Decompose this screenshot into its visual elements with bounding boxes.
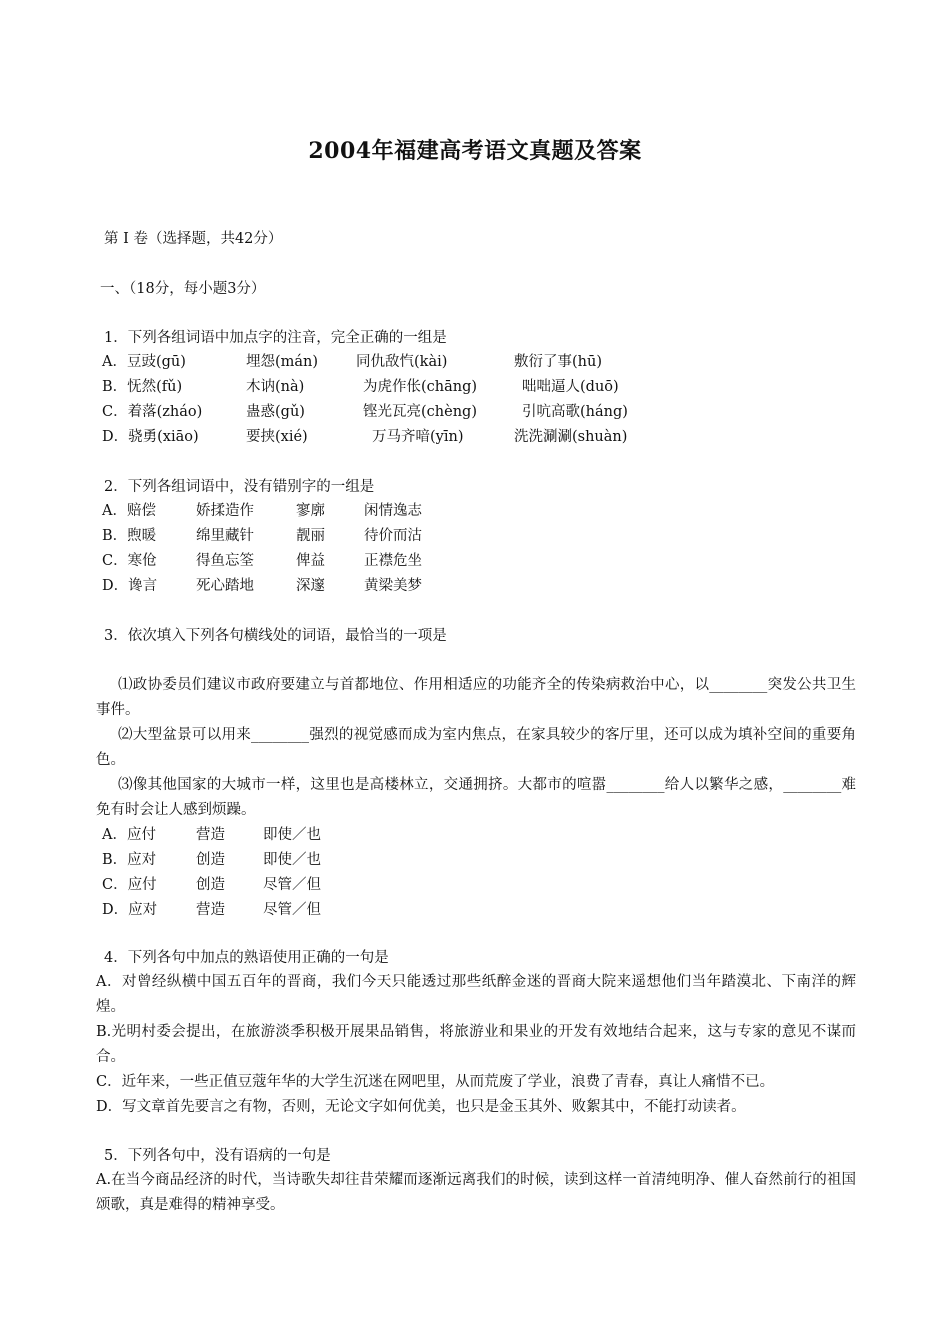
q2-option-b-2: 绵里藏针 (196, 528, 254, 544)
question-4-stem: 4．下列各句中加点的熟语使用正确的一句是 (104, 950, 389, 966)
q1-option-b-3: 为虎作伥(chāng) (363, 379, 478, 395)
q5-option-a: A.在当今商品经济的时代，当诗歌失却往昔荣耀而逐渐远离我们的时候，读到这样一首清纯明净、催人奋然前行的祖国颂歌，真是难得的精神享受。 (96, 1172, 856, 1213)
question-2-stem: 2．下列各组词语中，没有错别字的一组是 (104, 479, 375, 495)
q1-option-c-3: 铿光瓦亮(chèng) (363, 404, 477, 420)
q3-sentence-1: ⑴政协委员们建议市政府要建立与首都地位、作用相适应的功能齐全的传染病救治中心，以________突发公共卫生事件。 (96, 677, 856, 718)
q2-option-b-4: 待价而沽 (364, 528, 422, 544)
q1-option-a-3: 同仇敌忾(kài) (356, 354, 448, 370)
q2-option-b-1: B．煦暖 (102, 528, 157, 544)
q4-option-b: B.光明村委会提出，在旅游淡季积极开展果品销售，将旅游业和果业的开发有效地结合起来，这与专家的意见不谋而合。 (96, 1024, 856, 1065)
q2-option-a-3: 寥廓 (296, 503, 325, 519)
q3-option-a-1: A．应付 (102, 827, 156, 843)
question-1-stem: 1．下列各组词语中加点字的注音，完全正确的一组是 (104, 330, 447, 346)
q2-option-c-3: 俾益 (296, 553, 325, 569)
q2-option-c-2: 得鱼忘筌 (196, 553, 254, 569)
q3-option-b-2: 创造 (196, 852, 225, 868)
q3-option-a-3: 即使／也 (263, 827, 321, 843)
q2-option-b-3: 靓丽 (296, 528, 325, 544)
q2-option-d-4: 黄梁美梦 (364, 578, 422, 594)
q1-option-b-2: 木讷(nà) (246, 379, 305, 395)
q3-option-d-2: 营造 (196, 902, 225, 918)
q3-option-c-3: 尽管／但 (263, 877, 321, 893)
q2-option-c-1: C．寒伧 (102, 553, 157, 569)
q1-option-d-1: D．骁勇(xiāo) (102, 429, 199, 445)
q4-option-d: D．写文章首先要言之有物，否则，无论文字如何优美，也只是金玉其外、败絮其中，不能打动读者。 (96, 1099, 746, 1115)
part-heading: 一、（18分，每小题3分） (100, 281, 266, 297)
q1-option-c-2: 蛊惑(gǔ) (246, 404, 305, 420)
q1-option-d-2: 要挟(xié) (246, 429, 308, 445)
q2-option-a-1: A．赔偿 (102, 503, 156, 519)
q2-option-a-4: 闲情逸志 (364, 503, 422, 519)
q3-option-c-1: C．应付 (102, 877, 157, 893)
q3-option-a-2: 营造 (196, 827, 225, 843)
q4-option-a: A．对曾经纵横中国五百年的晋商，我们今天只能透过那些纸醉金迷的晋商大院来遥想他们当年踏漠北、下南洋的辉煌。 (96, 974, 856, 1015)
q2-option-c-4: 正襟危坐 (364, 553, 422, 569)
q1-option-d-4: 洗洗涮涮(shuàn) (514, 429, 628, 445)
q1-option-b-1: B．怃然(fǔ) (102, 379, 183, 395)
q1-option-c-1: C．着落(zháo) (102, 404, 203, 420)
q1-option-a-2: 埋怨(mán) (246, 354, 319, 370)
section-heading: 第 I 卷（选择题，共42分） (104, 231, 283, 247)
q3-sentence-3: ⑶像其他国家的大城市一样，这里也是高楼林立，交通拥挤。大都市的喧嚣________给人以繁华之感，________难免有时会让人感到烦躁。 (96, 777, 856, 818)
q2-option-d-1: D．谗言 (102, 578, 158, 594)
question-3-stem: 3．依次填入下列各句横线处的词语，最恰当的一项是 (104, 628, 447, 644)
q2-option-a-2: 娇揉造作 (196, 503, 254, 519)
q3-option-d-1: D．应对 (102, 902, 158, 918)
q1-option-a-4: 敷衍了事(hū) (514, 354, 602, 370)
q3-option-b-3: 即使／也 (263, 852, 321, 868)
q1-option-d-3: 万马齐喑(yīn) (372, 429, 464, 445)
q3-option-b-1: B．应对 (102, 852, 157, 868)
document-title: 2004年福建高考语文真题及答案 (308, 138, 642, 164)
q1-option-c-4: 引吭高歌(háng) (522, 404, 628, 420)
q1-option-b-4: 咄咄逼人(duō) (522, 379, 619, 395)
q2-option-d-2: 死心踏地 (196, 578, 254, 594)
q2-option-d-3: 深邃 (296, 578, 325, 594)
q3-sentence-2: ⑵大型盆景可以用来________强烈的视觉感而成为室内焦点，在家具较少的客厅里，还可以成为填补空间的重要角色。 (96, 727, 856, 768)
q4-option-c: C．近年来，一些正值豆蔻年华的大学生沉迷在网吧里，从而荒废了学业，浪费了青春，真让人痛惜不已。 (96, 1074, 775, 1090)
q3-option-d-3: 尽管／但 (263, 902, 321, 918)
question-5-stem: 5．下列各句中，没有语病的一句是 (104, 1148, 331, 1164)
q1-option-a-1: A．豆豉(gū) (102, 354, 186, 370)
q3-option-c-2: 创造 (196, 877, 225, 893)
